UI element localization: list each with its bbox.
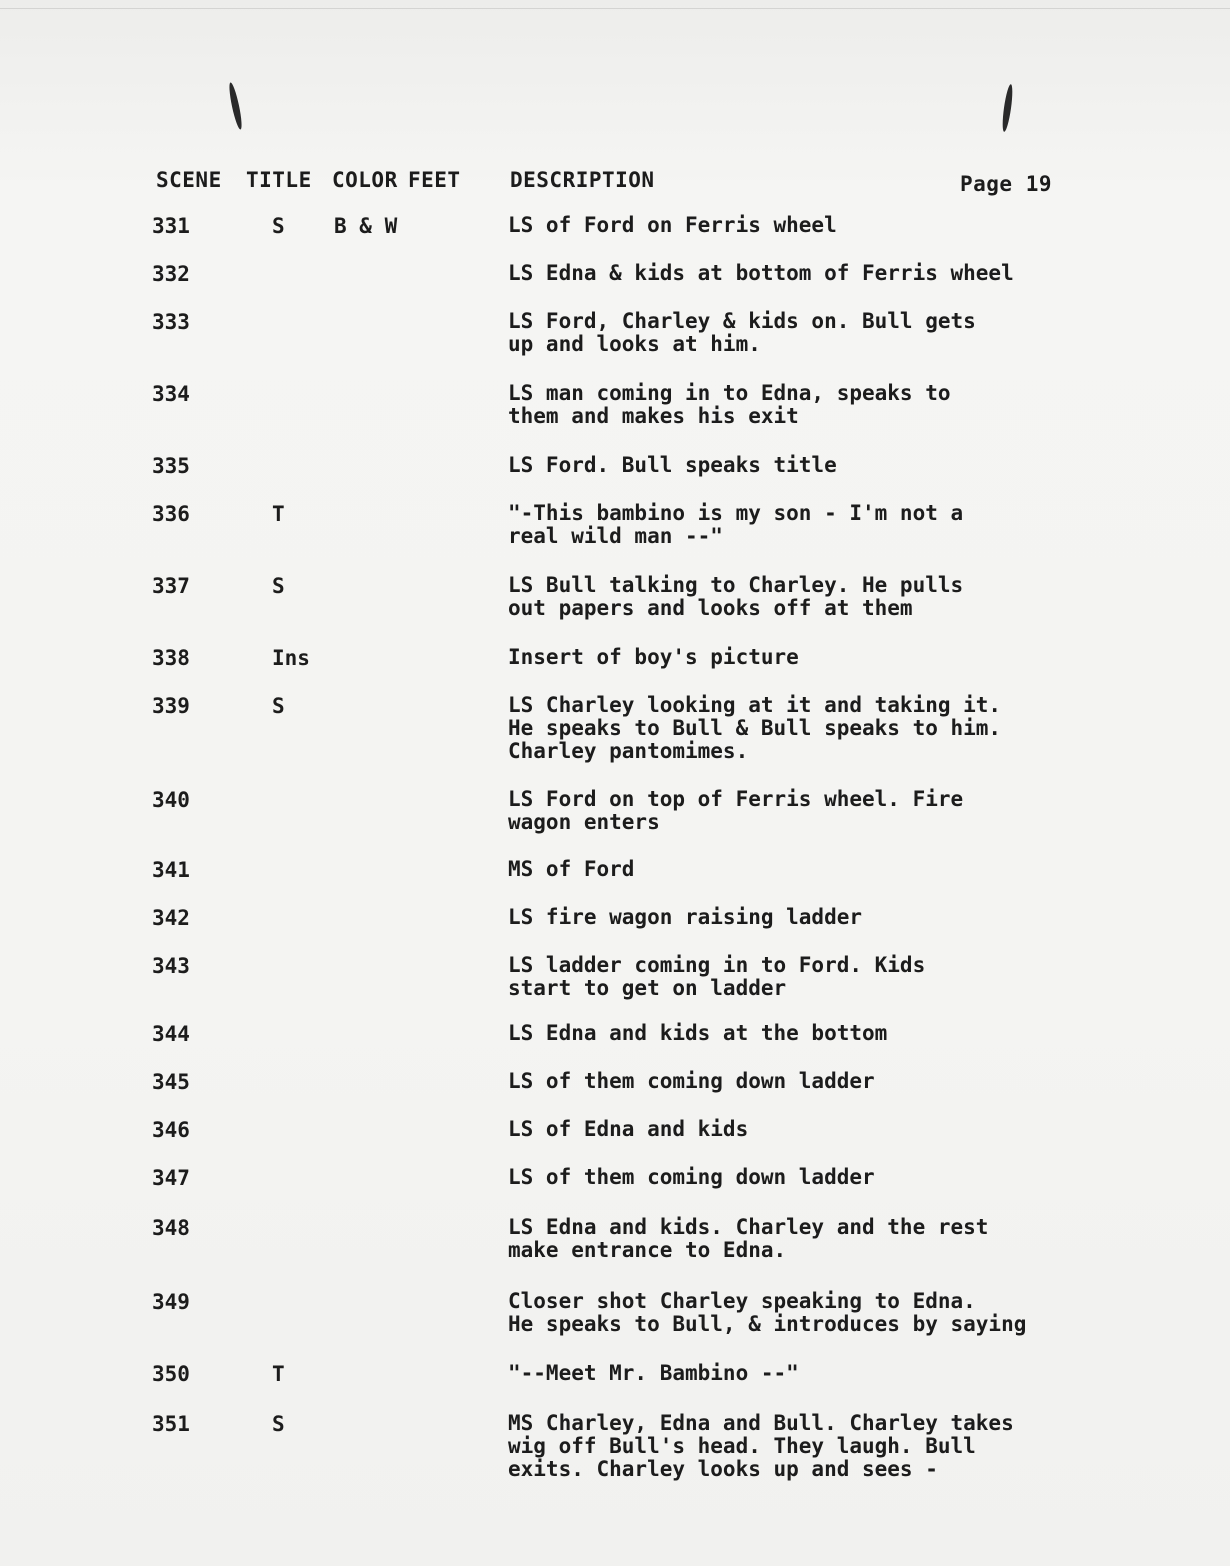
scene-number: 335 xyxy=(152,454,190,478)
page-number: Page 19 xyxy=(960,172,1053,196)
scene-description: "--Meet Mr. Bambino --" xyxy=(508,1361,799,1385)
scene-title-type: Ins xyxy=(272,646,310,670)
scene-description: MS Charley, Edna and Bull. Charley takes wig off Bull's head. They laugh. Bull exits. Charley looks up and sees - xyxy=(508,1411,1014,1481)
scene-title-type: T xyxy=(272,502,285,526)
scene-title-type: S xyxy=(272,214,285,238)
scene-number: 348 xyxy=(152,1216,190,1240)
header-description: DESCRIPTION xyxy=(510,168,655,192)
scene-number: 333 xyxy=(152,310,190,334)
column-header xyxy=(156,168,1096,198)
scene-number: 336 xyxy=(152,502,190,526)
scene-description: LS of Edna and kids xyxy=(508,1117,749,1141)
scene-title-type: T xyxy=(272,1362,285,1386)
scene-description: LS ladder coming in to Ford. Kids start to get on ladder xyxy=(508,953,926,1000)
punch-hole-right xyxy=(1001,84,1015,133)
scene-description: LS of them coming down ladder xyxy=(508,1165,875,1189)
scene-description: "-This bambino is my son - I'm not a real wild man --" xyxy=(508,501,964,548)
punch-hole-left xyxy=(227,82,244,130)
scene-number: 340 xyxy=(152,788,190,812)
scene-number: 345 xyxy=(152,1070,190,1094)
scene-description: MS of Ford xyxy=(508,857,635,881)
page-edge-line xyxy=(0,8,1230,9)
scene-number: 342 xyxy=(152,906,190,930)
header-scene: SCENE xyxy=(156,168,222,192)
scene-title-type: S xyxy=(272,694,285,718)
scene-description: LS Edna and kids. Charley and the rest make entrance to Edna. xyxy=(508,1215,989,1262)
scene-number: 344 xyxy=(152,1022,190,1046)
scene-number: 337 xyxy=(152,574,190,598)
scene-description: LS fire wagon raising ladder xyxy=(508,905,863,929)
scene-description: LS of them coming down ladder xyxy=(508,1069,875,1093)
scene-description: LS Ford. Bull speaks title xyxy=(508,453,837,477)
scene-description: LS Ford on top of Ferris wheel. Fire wagon enters xyxy=(508,787,964,834)
header-feet: FEET xyxy=(408,168,461,192)
header-title: TITLE xyxy=(246,168,312,192)
header-color: COLOR xyxy=(332,168,398,192)
scene-number: 346 xyxy=(152,1118,190,1142)
scene-description: Closer shot Charley speaking to Edna. He speaks to Bull, & introduces by saying xyxy=(508,1289,1027,1336)
scene-description: LS man coming in to Edna, speaks to them and makes his exit xyxy=(508,381,951,428)
scene-description: LS Edna and kids at the bottom xyxy=(508,1021,888,1045)
scene-number: 339 xyxy=(152,694,190,718)
scene-description: LS Edna & kids at bottom of Ferris wheel xyxy=(508,261,1014,285)
scene-description: LS Bull talking to Charley. He pulls out papers and looks off at them xyxy=(508,573,964,620)
scene-description: LS Charley looking at it and taking it. He speaks to Bull & Bull speaks to him. Charley pantomimes. xyxy=(508,693,1002,763)
scene-description: LS of Ford on Ferris wheel xyxy=(508,213,837,237)
scene-number: 332 xyxy=(152,262,190,286)
scene-title-type: S xyxy=(272,574,285,598)
scene-title-type: S xyxy=(272,1412,285,1436)
scene-number: 331 xyxy=(152,214,190,238)
scene-number: 343 xyxy=(152,954,190,978)
scene-number: 334 xyxy=(152,382,190,406)
scene-description: Insert of boy's picture xyxy=(508,645,799,669)
scene-number: 338 xyxy=(152,646,190,670)
scene-number: 351 xyxy=(152,1412,190,1436)
scene-color: B & W xyxy=(334,214,398,238)
scene-number: 350 xyxy=(152,1362,190,1386)
scene-number: 349 xyxy=(152,1290,190,1314)
scene-number: 347 xyxy=(152,1166,190,1190)
scene-number: 341 xyxy=(152,858,190,882)
scene-description: LS Ford, Charley & kids on. Bull gets up and looks at him. xyxy=(508,309,976,356)
